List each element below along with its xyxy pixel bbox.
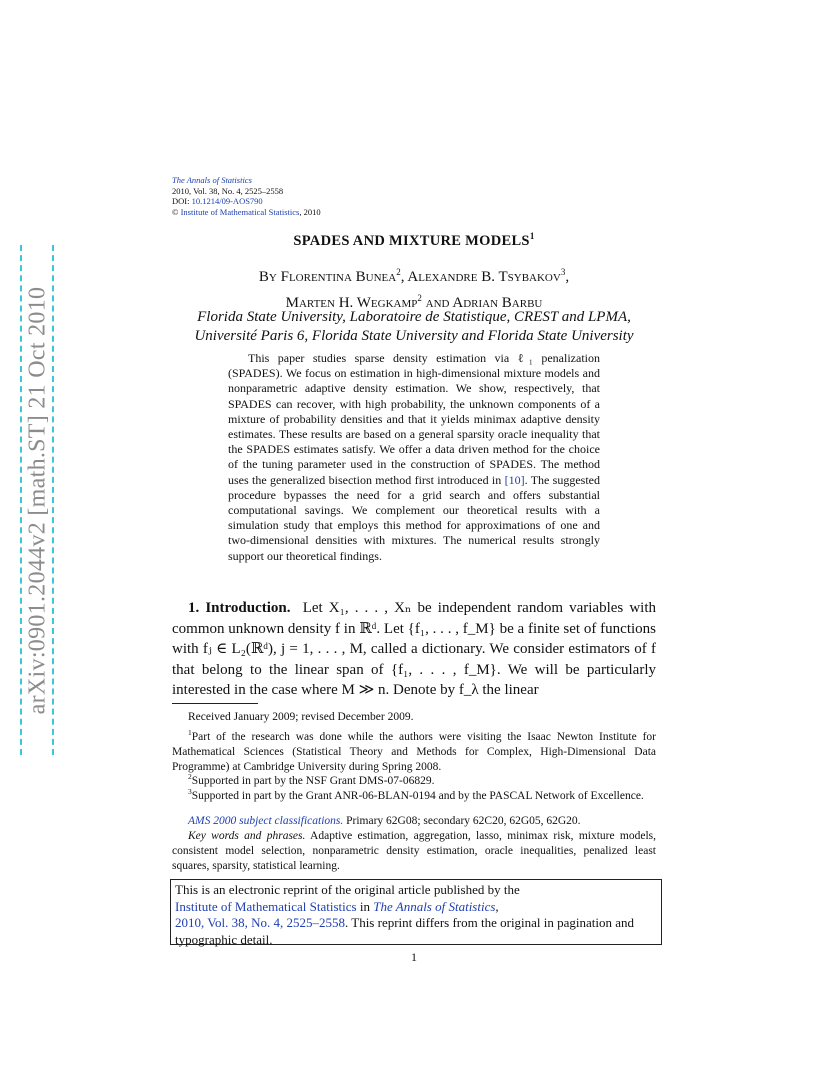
reprint-journal-link[interactable]: The Annals of Statistics xyxy=(373,898,496,914)
author-list xyxy=(172,262,656,314)
arxiv-identifier[interactable]: arXiv:0901.2044v2 [math.ST] 21 Oct 2010 xyxy=(24,286,51,714)
reprint-ims-link[interactable]: Institute of Mathematical Statistics xyxy=(175,898,357,914)
doi-line xyxy=(172,196,321,207)
author-bunea: Florentina Bunea xyxy=(280,269,397,285)
paper-title xyxy=(172,231,656,250)
journal-name-link[interactable]: The Annals of Statistics xyxy=(172,175,252,185)
author-barbu: Adrian Barbu xyxy=(452,295,543,311)
ims-link[interactable]: Institute of Mathematical Statistics xyxy=(180,206,300,217)
copyright-symbol: © xyxy=(172,206,179,217)
keywords-text: Adaptive estimation, aggregation, lasso, minimax risk, mixture models, consistent model selection, nonparametric density estimation, oracle inequalities, penalized least squares, sparsity, statistical learning. xyxy=(172,830,656,872)
citation-link[interactable]: [10] xyxy=(504,472,525,487)
reprint-volume-link[interactable]: 2010, Vol. 38, No. 4, 2525–2558 xyxy=(175,915,345,930)
copyright-line xyxy=(172,207,321,218)
reprint-in: in xyxy=(356,898,374,914)
author-separator: , xyxy=(565,269,570,285)
abstract-text-1: This paper studies sparse density estimation via ℓ₁ penalization (SPADES). We focus on estimation in high-dimensional mixture models and nonparametric adaptive density estimation. We show, respectively, that SPADES can recover, with high probability, the unknown components of a mixture of probability densities and that it yields minimax adaptive density estimates. These results are based on a general sparsity oracle inequality that the SPADES estimates satisfy. We offer a data driven method for the choice of the tuning parameter used in the construction of SPADES. The method uses the generalized bisection method first introduced in xyxy=(228,351,600,487)
footnote-3-text: Supported in part by the Grant ANR-06-BLAN-0194 and by the PASCAL Network of Excellence. xyxy=(191,789,644,802)
affiliation-line-1: Florida State University, Laboratoire de Statistique, CREST and LPMA, xyxy=(197,309,631,325)
keywords xyxy=(172,829,656,874)
footnote-1 xyxy=(172,725,656,775)
affiliations xyxy=(172,308,656,346)
author-tsybakov-mark[interactable]: 3 xyxy=(560,267,566,277)
introduction-section xyxy=(172,598,656,701)
reprint-line-1: This is an electronic reprint of the original article published by the xyxy=(175,882,520,897)
abstract-text-2: . The suggested procedure bypasses the need for a grid search and offers substantial computational savings. We complement our theoretical results with a simulation study that employs this method for approximations of one and two-dimensional densities with mixtures. The numerical results strongly support our theoretical findings. xyxy=(228,472,601,563)
footnote-2-text: Supported in part by the NSF Grant DMS-07-06829. xyxy=(191,774,435,787)
doi-link[interactable]: 10.1214/09-AOS790 xyxy=(191,196,263,206)
affiliation-line-2: Université Paris 6, Florida State University and Florida State University xyxy=(194,328,634,344)
author-line-1 xyxy=(172,262,656,288)
ams-classification-link[interactable]: AMS 2000 subject classifications. xyxy=(188,815,344,827)
author-wegkamp-mark[interactable]: 2 xyxy=(417,293,422,303)
intro-text: Let X₁, . . . , Xₙ be independent random variables with common unknown density f in ℝᵈ. Let {f₁, . . . , f_M} be a finite set of functions with fⱼ ∈ L₂(ℝᵈ), j = 1, . . . , M, called a dictionary. We consider estimators of f that belong to the linear span of {f₁, . . . , f_M}. We will be particularly interested in the case where M ≫ n. Denote by f_λ the linear xyxy=(172,600,657,698)
footnote-3 xyxy=(172,784,656,804)
and-label: and xyxy=(421,295,453,311)
copyright-year: , 2010 xyxy=(299,206,321,217)
footnote-1-text: Part of the research was done while the authors were visiting the Isaac Newton Institute for Mathematical Sciences (Statistical Theory and Methods for Complex, High-Dimensional Data Programme) at Cambridge University during Spring 2008. xyxy=(172,730,656,773)
received-note: Received January 2009; revised December 2009. xyxy=(188,711,414,723)
journal-volume: 2010, Vol. 38, No. 4, 2525–2558 xyxy=(172,185,284,196)
ams-classification-text: Primary 62G08; secondary 62C20, 62G05, 62G20. xyxy=(343,815,581,827)
author-bunea-mark[interactable]: 2 xyxy=(396,267,401,277)
footnote-1-mark: 1 xyxy=(188,728,192,737)
author-wegkamp: Marten H. Wegkamp xyxy=(285,295,418,311)
ams-classification xyxy=(172,814,656,829)
keywords-label: Key words and phrases. xyxy=(188,830,306,842)
by-label: By xyxy=(258,269,281,285)
author-separator: , xyxy=(400,269,408,285)
arxiv-side-stamp[interactable] xyxy=(16,240,60,760)
author-tsybakov: Alexandre B. Tsybakov xyxy=(407,269,561,285)
section-heading: 1. Introduction. xyxy=(188,600,291,616)
reprint-notice-box xyxy=(170,879,662,945)
doi-label: DOI: xyxy=(172,196,192,206)
title-text: SPADES AND MIXTURE MODELS xyxy=(293,232,530,249)
reprint-rest: . This reprint differs from the original in pagination and typographic detail. xyxy=(175,915,635,947)
footnote-2-mark: 2 xyxy=(188,772,192,781)
journal-header xyxy=(172,175,321,217)
footnote-rule xyxy=(172,703,258,704)
footnote-3-mark: 3 xyxy=(188,787,192,796)
page-number: 1 xyxy=(411,950,417,964)
reprint-comma: , xyxy=(495,898,499,914)
title-footnote-mark[interactable]: 1 xyxy=(529,231,535,241)
abstract xyxy=(228,351,600,564)
